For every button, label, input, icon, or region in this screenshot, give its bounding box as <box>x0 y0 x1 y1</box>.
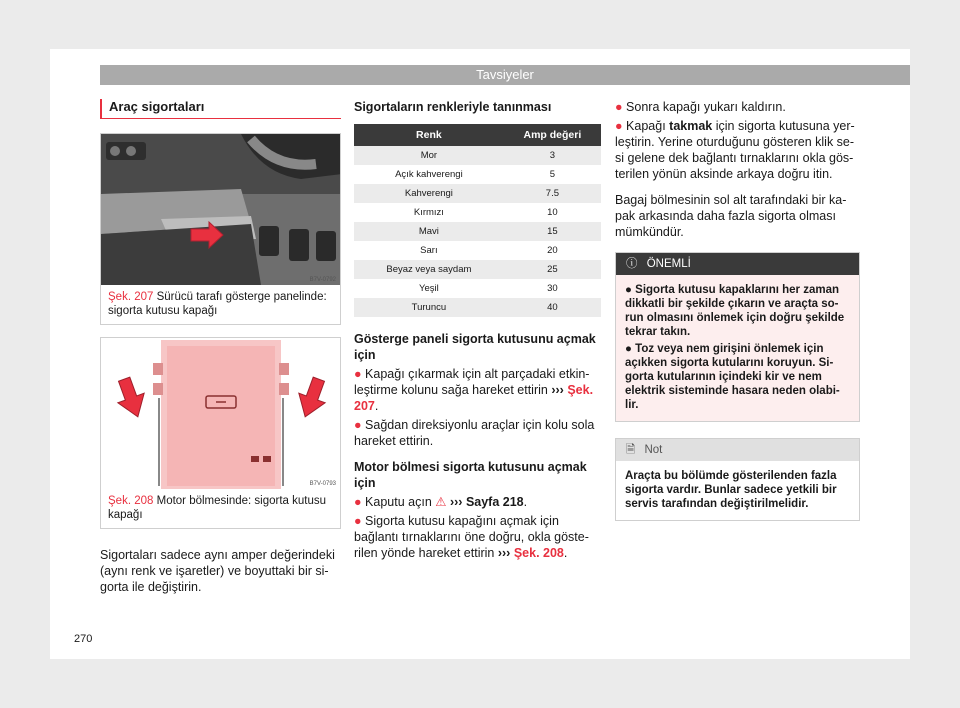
table-title: Sigortaların renkleriyle tanınması <box>354 100 552 114</box>
cell-color: Mor <box>354 146 504 165</box>
figure-207 <box>100 133 341 325</box>
image-code: B7V-0792 <box>309 277 336 283</box>
cell-color: Açık kahverengi <box>354 165 504 184</box>
column-right <box>615 99 860 521</box>
cell-color: Kırmızı <box>354 203 504 222</box>
dashboard-illustration <box>101 134 340 285</box>
table-row <box>354 260 601 279</box>
table-header-color: Renk <box>354 124 504 146</box>
list-item: ● Kapağı çıkarmak için alt parçadaki etkin-leştirme kolunu sağa hareket ettirin ››› Şek. 207. <box>354 367 594 413</box>
column-middle <box>354 99 601 561</box>
dashboard-fuse-cover-image <box>101 134 340 285</box>
cell-amp: 5 <box>504 165 601 184</box>
warning-triangle-icon: ⚠ <box>435 495 447 509</box>
cell-amp: 15 <box>504 222 601 241</box>
cell-amp: 30 <box>504 279 601 298</box>
note-body: Araçta bu bölümde gösterilenden fazla sigorta vardır. Bunlar sadece yetkili bir servis tarafından değiştirilmelidir. <box>625 470 837 510</box>
table-row <box>354 146 601 165</box>
figure-link[interactable]: Şek. 207 <box>354 383 594 413</box>
note-box <box>615 438 860 521</box>
table-header-amp: Amp değeri <box>504 124 601 146</box>
figure-caption-text: Motor bölmesinde: sigorta kutusu kapağı <box>108 495 326 521</box>
list-item: ● Kaputu açın ⚠ ››› Sayfa 218. <box>354 495 528 509</box>
table-row <box>354 279 601 298</box>
table-row <box>354 298 601 317</box>
cell-amp: 40 <box>504 298 601 317</box>
figure-caption <box>101 285 340 324</box>
cell-color: Mavi <box>354 222 504 241</box>
engine-fuse-cover-image <box>101 338 340 489</box>
list-item: ● Toz veya nem girişini önlemek için açıkken sigorta kutularını koruyun. Si-gorta kutularının içindeki kir ve nem elektrik sisteminde hasara neden olabi-lir. <box>625 343 840 411</box>
figure-number: Şek. 207 <box>108 291 154 303</box>
table-row <box>354 203 601 222</box>
figure-caption-text: Sürücü tarafı gösterge panelinde: sigorta kutusu kapağı <box>108 291 327 317</box>
arrow-icon: ››› <box>497 546 511 560</box>
cell-color: Beyaz veya saydam <box>354 260 504 279</box>
figure-number: Şek. 208 <box>108 495 154 507</box>
engine-illustration <box>101 338 340 489</box>
page-number: 270 <box>74 633 93 645</box>
cell-color: Kahverengi <box>354 184 504 203</box>
cell-amp: 20 <box>504 241 601 260</box>
cell-amp: 7.5 <box>504 184 601 203</box>
warning-header: ⓘ ÖNEMLİ <box>616 253 859 275</box>
body-text: Bagaj bölmesinin sol alt tarafındaki bir ka-pak arkasında daha fazla sigorta olması mümkündür. <box>615 193 847 239</box>
manual-page <box>50 49 910 659</box>
section-header: Tavsiyeler <box>100 65 910 85</box>
table-row <box>354 241 601 260</box>
column-left <box>100 99 341 595</box>
arrow-icon: ››› <box>551 383 564 397</box>
figure-link[interactable]: Şek. 208 <box>513 546 564 560</box>
cell-color: Turuncu <box>354 298 504 317</box>
info-circle-icon: ⓘ <box>626 258 638 270</box>
fuse-color-table <box>354 124 601 317</box>
cell-amp: 3 <box>504 146 601 165</box>
table-row <box>354 165 601 184</box>
note-icon: 🗎 <box>626 444 636 456</box>
warning-body <box>616 275 859 421</box>
arrow-icon: ››› <box>449 495 463 509</box>
figure-208 <box>100 337 341 529</box>
list-item: ● Sonra kapağı yukarı kaldırın. <box>615 100 786 114</box>
warning-box <box>615 252 860 422</box>
table-row <box>354 184 601 203</box>
cell-color: Yeşil <box>354 279 504 298</box>
list-item: ● Sigorta kutusu kapağını açmak için bağlantı tırnaklarını öne doğru, okla göste-rilen yönde hareket ettirin ››› Şek. 208. <box>354 514 589 560</box>
subsection-title: Motor bölmesi sigorta kutusunu açmak için <box>354 460 587 490</box>
list-item: ● Sigorta kutusu kapaklarını her zaman dikkatli bir şekilde çıkarın ve araçta so-run olmasını önlemek için doğru şekilde tekrar takın. <box>625 284 845 338</box>
image-code: B7V-0793 <box>309 481 336 487</box>
list-item: ● Kapağı takmak için sigorta kutusuna yer-leştirin. Yerine oturduğunu gösteren klik se-si gelene dek bağlantı tırnaklarını okla gös-terilen yönün aksinde arkaya doğru itin. <box>615 119 855 181</box>
subsection-title: Gösterge paneli sigorta kutusunu açmak için <box>354 332 596 362</box>
page-link[interactable]: Sayfa 218 <box>465 495 524 509</box>
table-row <box>354 222 601 241</box>
figure-caption <box>101 489 340 528</box>
list-item: ● Sağdan direksiyonlu araçlar için kolu sola hareket ettirin. <box>354 418 595 448</box>
fuse-replacement-text: Sigortaları sadece aynı amper değerindeki (aynı renk ve işaretler) ve boyuttaki bir si-gorta ile değiştirin. <box>100 548 335 594</box>
section-title: Araç sigortaları <box>100 99 341 119</box>
note-header: 🗎 Not <box>616 439 859 461</box>
cell-color: Sarı <box>354 241 504 260</box>
cell-amp: 25 <box>504 260 601 279</box>
cell-amp: 10 <box>504 203 601 222</box>
